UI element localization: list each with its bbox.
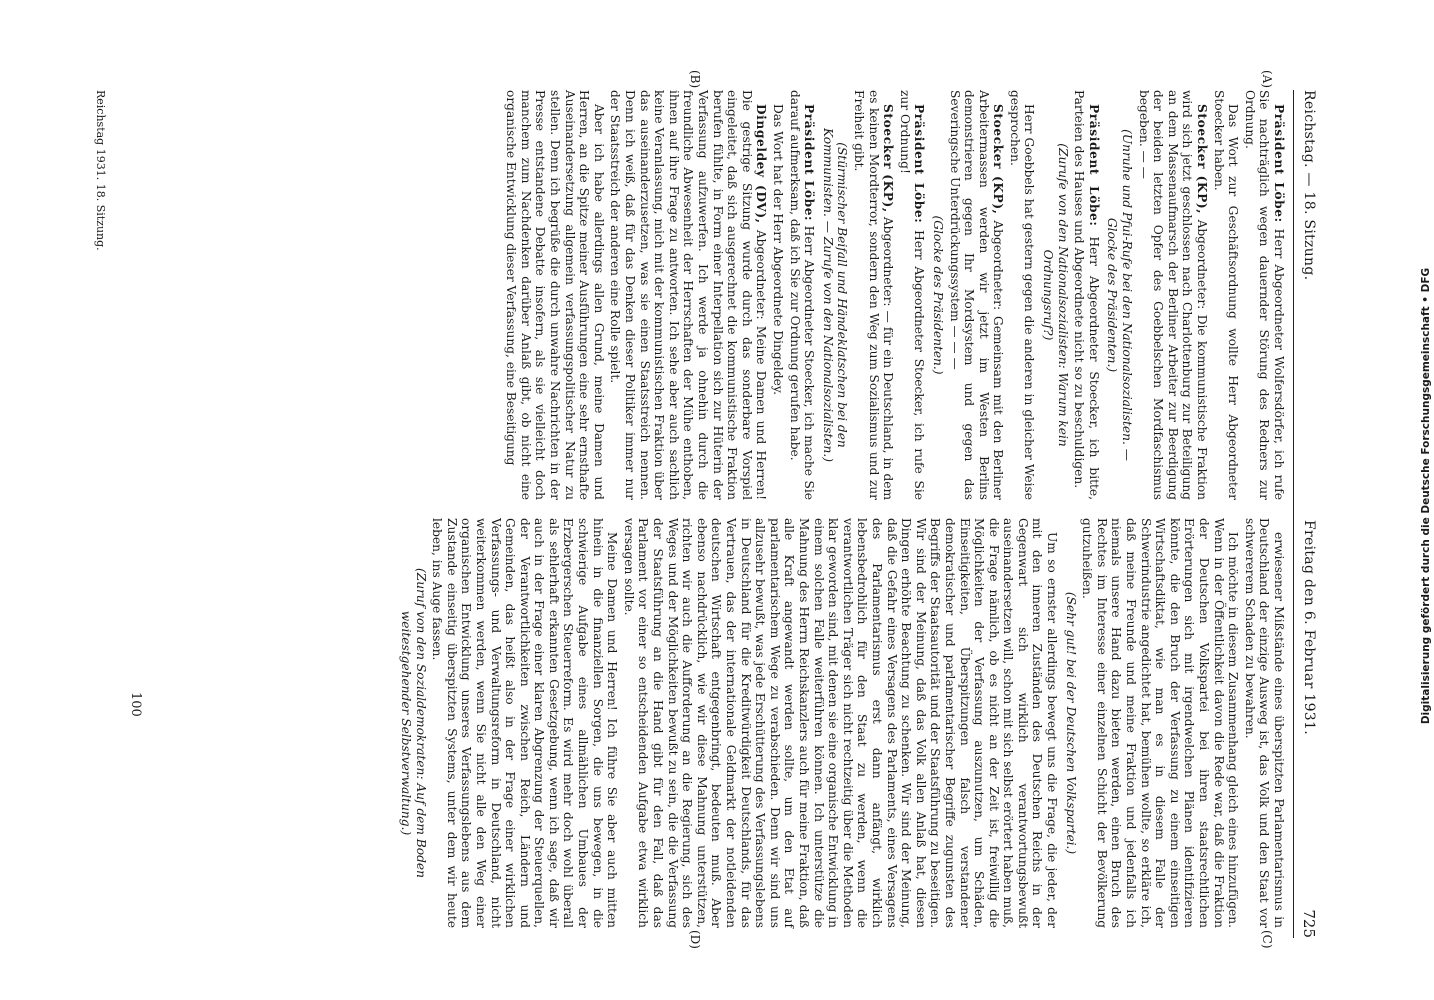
speaker-name: Stoecker (KP),	[991, 104, 1006, 215]
paragraph-text: Herr Abgeordneter Wolfersdörfer, ich rufe Sie nachträglich wegen dauernder Störung des Redners zur Ordnung.	[1242, 90, 1286, 501]
speech-paragraph	[1072, 90, 1101, 500]
speech-paragraph	[851, 90, 895, 500]
paragraph-text: Abgeordneter: — für ein Deutschland, in dem es keinen Mordterror, sondern den Weg zum Sozialismus und zur Freiheit gibt.	[851, 90, 896, 501]
paragraph-text: Herr Goebbels hat gestern gegen die anderen in gleicher Weise gesprochen.	[1007, 90, 1037, 500]
speaker-name: Stoecker (KP),	[1195, 104, 1210, 215]
right-text-column	[394, 518, 1286, 928]
paragraph-text: Um so ernster allerdings bewegt uns die Frage, die jeder, der mit den inneren Zuständen des Deutschen Reichs in der Gegenwart sich wirklich verantwortungsbewußt auseinandersetzen will, schon mit sich selbst erörtert haben muß, die Frage nämlich, ob es nicht an der Zeit ist, freiwillig die Möglichkeiten der Verfassung auszunutzen, um Schäden, Einseitigkeiten, Überspitzungen falsch verstandener demokratischer und parlamentarischer Begriffe zugunsten des Begriffs der Staatsautorität und der Staatsführung zu beseitigen. Wir sind der Meinung, daß das Volk allen Anlaß hat, diesen Dingen erhöhte Beachtung zu schenken. Wir sind der Meinung, daß die Gefahr eines Versagens des Parlaments, eines Versagens des Parlamentarismus erst dann anfängt, wirklich lebensbedrohlich für den Staat zu werden, wenn die verantwortlichen Träger sich nicht rechtzeitig über die Methoden klar geworden sind, mit denen sie eine organische Entwicklung in einem solchen Falle weiterführen können. Ich unterstütze die Mahnung des Herrn Reichskanzlers auch für meine Fraktion, daß alle Kraft angewandt werden sollte, um den Etat auf parlamentarischem Wege zu verabschieden. Denn wir sind uns allzusehr bewußt, was jede Erschütterung des Verfassungslebens in Deutschland für die Kreditwürdigkeit Deutschlands, für das Vertrauen, das der internationale Geldmarkt der notleidenden deutschen Wirtschaft entgegenbringt, bedeuten muß. Aber ebenso nachdrücklich, wie wir diese Mahnung unterstützen, richten wir auch die Aufforderung an die Regierung, sich des Weges und der Möglichkeiten bewußt zu sein, die die Verfassung der Staatsführung an die Hand gibt für den Fall, daß das Parlament vor einer so entscheidenden Aufgabe etwa wirklich versagen sollte.	[621, 518, 1060, 928]
paragraph-text: Das Wort zur Geschäftsordnung wollte Herr Abgeordneter Stoecker haben.	[1211, 90, 1241, 500]
page-footer: Reichstag 1931. 18. Sitzung.	[93, 90, 107, 251]
header-page-number: 725	[1300, 909, 1318, 938]
stage-direction: (Glocke des Präsidenten.)	[930, 215, 945, 375]
stage-direction: (Zuruf von den Sozialdemokraten: Auf dem Boden weitestgehender Selbstverwaltung.)	[398, 568, 428, 878]
speech-paragraph	[947, 90, 1005, 500]
speech-paragraph	[430, 518, 620, 928]
speech-paragraph	[504, 90, 606, 500]
speech-paragraph	[621, 518, 1059, 928]
left-text-column	[502, 90, 1286, 500]
page-header	[1293, 90, 1316, 938]
speech-paragraph	[1136, 90, 1209, 500]
header-date: Freitag den 6. Februar 1931.	[1301, 520, 1317, 735]
paragraph-text: Das Wort hat der Herr Abgeordnete Dingeldey.	[771, 104, 785, 395]
speaker-name: Präsident Löbe:	[802, 104, 817, 222]
speech-paragraph	[608, 90, 769, 500]
digitization-credit	[1416, 10, 1430, 990]
paragraph-text: Herr Abgeordneter Stoecker, ich mache Sie darauf aufmerksam, daß ich Sie zur Ordnung gerufen habe.	[787, 90, 817, 500]
stage-direction: (Zurufe von den Nationalsozialisten: Warum kein Ordnungsruf?)	[1041, 143, 1070, 447]
speaker-name: Stoecker (KP),	[881, 104, 896, 213]
document-page	[92, 68, 1322, 948]
margin-marker-c: (C)	[1260, 930, 1274, 949]
speech-paragraph	[897, 90, 926, 500]
stage-direction: (Unruhe und Pfui-Rufe bei den Nationalsozialisten. — Glocke des Präsidenten.)	[1105, 129, 1135, 461]
margin-marker-a: (A)	[1260, 70, 1274, 89]
stage-direction: (Stürmischer Beifall und Händeklatschen bei den Kommunisten. — Zurufe von den Nationalsozialisten.)	[820, 127, 850, 462]
paragraph-text: Abgeordneter: Meine Damen und Herren! Die gestrige Sitzung wurde durch das sonderbare Vorspiel eingeleitet, daß sich ausgerechnet die kommunistische Fraktion berufen fühlte, in Form einer Interpellation sich zur Hüterin der Verfassung aufzuwerfen. Ich werde ja ohnehin durch die freundliche Abwesenheit der Herrschaften der Mühe enthoben, ihnen auf ihre Frage zu antworten. Ich sehe aber auch sachlich keine Veranlassung, mich mit der kommunistischen Fraktion über das auseinanderzusetzen, was sie einen Staatsstreich nennen. Denn ich weiß, daß für das Denken dieser Politiker immer nur der Staatsstreich der anderen eine Rolle spielt.	[608, 90, 769, 500]
speaker-name: Präsident Löbe:	[912, 104, 927, 224]
margin-marker-d: (D)	[688, 930, 702, 949]
speaker-name: Präsident Löbe:	[1086, 104, 1101, 227]
paragraph-text: Aber ich habe allerdings allen Grund, meine Damen und Herren, an die Spitze meiner Ausführungen eine sehr ernsthafte Auseinandersetzung allgemein verfassungspolitischer Natur zu stellen. Denn ich begrüße die durch unwahre Nachrichten in der Presse entstandene Debatte insofern, als sie vielleicht doch manchem zum Nachdenken darüber Anlaß gibt, ob nicht eine organische Entwicklung dieser Verfassung, eine Beseitigung	[504, 90, 606, 500]
digitization-credit-text: Digitalisierung gefördert durch die Deutsche Forschungsgemeinschaft • DFG	[1420, 267, 1432, 725]
paragraph-text: erwiesener Mißstände eines überspitzten Parlamentarismus in Deutschland der einzige Ausweg ist, das Volk und den Staat vor schwererem Schaden zu bewahren.	[1242, 518, 1286, 928]
speech-paragraph	[1242, 518, 1286, 928]
speech-paragraph	[1080, 518, 1241, 928]
speech-paragraph	[1211, 90, 1240, 500]
speech-paragraph	[770, 90, 785, 500]
paragraph-text: Meine Damen und Herren! Ich führe Sie aber auch mitten hinein in die finanziellen Sorgen, die uns bewegen, in die schwierige Aufgabe eines allmählichen Umbaues der Erzbergerschen Steuerreform. Es wird mehr doch wohl überall als sehlerhaft erkannten Gesetzgebung, wenn ich sage, daß wir auch in der Frage einer klaren Abgrenzung der Steuerquellen, der Verantwortlichkeiten zwischen Reich, Ländern und Gemeinden, das heißt also in der Frage einer wirklichen Verfassungs- und Verwaltungsreform in Deutschland, nicht weiterkommen werden, wenn Sie nicht alle den Weg einer organischen Entwicklung unseres Verfassungslebens aus dem Zustande einseitig überspitzten Systems, unter dem wir heute leben, ins Auge fassen.	[430, 518, 620, 928]
page-bottom-number: 100	[128, 692, 143, 717]
speaker-name: Dingeldey (DV),	[754, 104, 769, 224]
paragraph-text: Herr Abgeordneter Stoecker, ich rufe Sie zur Ordnung!	[897, 90, 927, 500]
speech-paragraph	[1007, 90, 1036, 500]
margin-marker-b: (B)	[688, 70, 702, 89]
speech-paragraph	[787, 90, 816, 500]
speech-paragraph	[1242, 90, 1286, 500]
speaker-name: Präsident Löbe:	[1272, 104, 1286, 223]
paragraph-text: Herr Abgeordneter Stoecker, ich bitte, Parteien des Hauses und Abgeordnete nicht so zu beschuldigen.	[1072, 90, 1101, 500]
paragraph-text: Abgeordneter: Gemeinsam mit den Berliner Arbeitermassen werden wir jetzt im Westen Berlins demonstrieren gegen Ihr Mordsystem und gegen das Severingsche Unterdrückungssystem — — —	[947, 90, 1006, 501]
paragraph-text: Ich möchte in diesem Zusammenhang gleich eines hinzufügen. Wenn in der Öffentlichkeit davon die Rede war, daß die Fraktion der Deutschen Volkspartei bei ihren staatsrechtlichen Erörterungen sich mit irgendwelchen Plänen identifizieren könnte, die den Bruch der Verfassung zu einem einseitigen Wirtschaftsdiktat, wie man es in diesem Falle der Schwerindustrie angedichtet hat, bemühen wollte, so erkläre ich, daß meine Freunde und meine Fraktion und jedenfalls ich niemals unsere Hand dazu bieten werden, einen Bruch des Rechtes im Interesse einer einzelnen Schicht der Bevölkerung gutzuheißen.	[1080, 518, 1241, 928]
header-session: Reichstag. — 18. Sitzung.	[1301, 90, 1317, 281]
stage-direction: (Sehr gut! bei der Deutschen Volkspartei.)	[1063, 591, 1078, 855]
paragraph-text: Abgeordneter: Die kommunistische Fraktion wird sich jetzt geschlossen nach Charlottenburg zur Beteiligung an dem Massenaufmarsch der Berliner Arbeiter zur Beerdigung der beiden letzten Opfer des Goebbelschen Mordfaschismus begeben. — —	[1136, 90, 1210, 501]
